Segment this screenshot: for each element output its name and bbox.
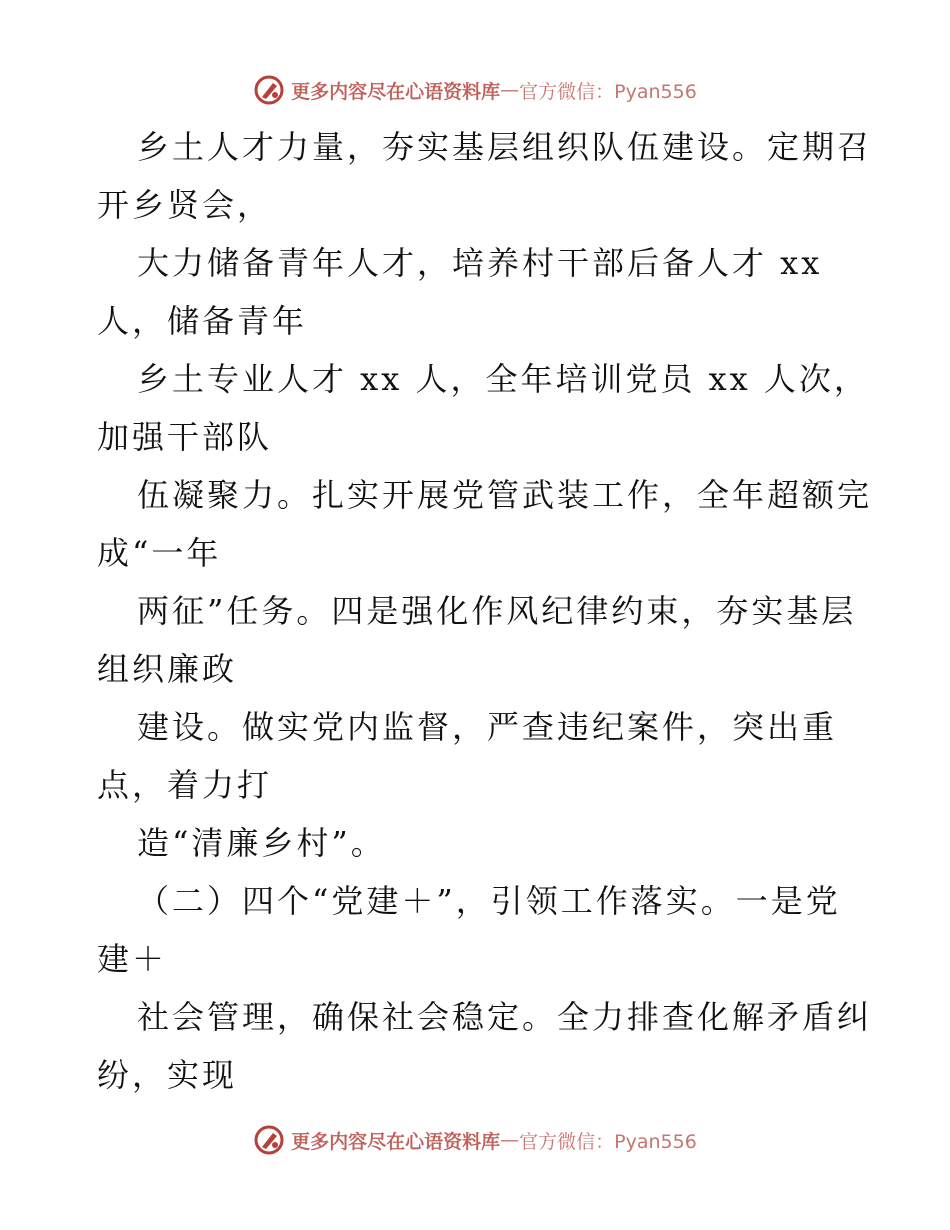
document-body [97,118,873,1104]
header-watermark [0,70,950,110]
text-line: 纷，实现 [97,1056,238,1094]
watermark-separator: — [500,1129,520,1151]
text-line: 建＋ [97,940,168,978]
text-line: 点，着力打 [97,766,273,804]
pen-seal-icon [253,74,285,106]
watermark-main-text: 更多内容尽在心语资料库 [291,80,501,103]
text-line: 成“一年 [97,534,222,572]
text-line: 大力储备青年人才，培养村干部后备人才 xx [137,244,823,282]
text-line: 组织廉政 [97,650,238,688]
text-line: 伍凝聚力。扎实开展党管武装工作，全年超额完 [137,476,873,514]
watermark-main-text: 更多内容尽在心语资料库 [291,1130,501,1153]
text-line: 乡土人才力量，夯实基层组织队伍建设。定期召 [137,128,873,166]
text-line: 加强干部队 [97,418,273,456]
text-line: 乡土专业人才 xx 人，全年培训党员 xx 人次， [137,360,869,398]
text-line: 两征”任务。四是强化作风纪律约束，夯实基层 [137,592,857,630]
pen-seal-icon [253,1124,285,1156]
text-line: （二）四个“党建＋”，引领工作落实。一是党 [137,882,841,920]
text-line: 建设。做实党内监督，严查违纪案件，突出重 [137,708,838,746]
footer-watermark [0,1120,950,1160]
text-line: 开乡贤会， [97,186,273,224]
watermark-separator: — [500,79,520,101]
text-line: 造“清廉乡村”。 [137,824,386,862]
watermark-side-text: 官方微信：Pyan556 [519,80,697,103]
watermark-side-text: 官方微信：Pyan556 [519,1130,697,1153]
text-line: 社会管理，确保社会稳定。全力排查化解矛盾纠 [137,998,873,1036]
text-line: 人，储备青年 [97,302,308,340]
